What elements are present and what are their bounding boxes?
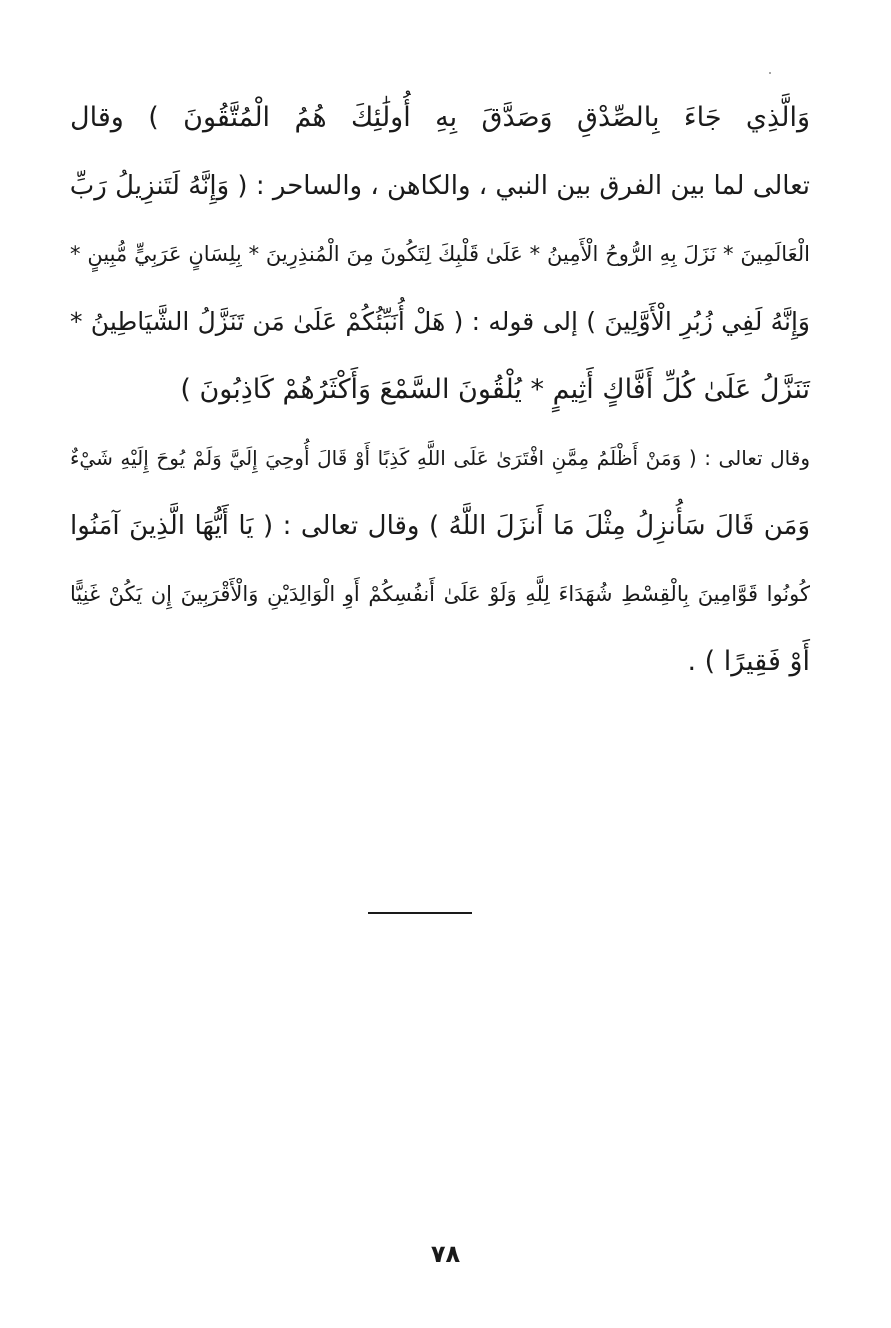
text-line-1: وَالَّذِي جَاءَ بِالصِّدْقِ وَصَدَّقَ بِهِ أُولَٰئِكَ هُمُ الْمُتَّقُونَ ) وقال <box>70 102 810 133</box>
footnote-separator <box>368 912 472 914</box>
text-line-2: تعالى لما بين الفرق بين النبي ، والكاهن ، والساحر : ( وَإِنَّهُ لَتَنزِيلُ رَبِّ <box>69 171 810 201</box>
text-line-5: تَنَزَّلُ عَلَىٰ كُلِّ أَفَّاكٍ أَثِيمٍ * يُلْقُونَ السَّمْعَ وَأَكْثَرُهُمْ كَاذِبُونَ ) <box>180 374 810 405</box>
text-line-4: وَإِنَّهُ لَفِي زُبُرِ الْأَوَّلِينَ ) إلى قوله : ( هَلْ أُنَبِّئُكُمْ عَلَىٰ مَن تَنَزَّلُ الشَّيَاطِينُ * <box>70 307 810 336</box>
page-number: ٧٨ <box>430 1240 461 1268</box>
scan-speck <box>769 72 771 74</box>
body-text <box>70 88 810 700</box>
text-line-3: الْعَالَمِينَ * نَزَلَ بِهِ الرُّوحُ الْأَمِينُ * عَلَىٰ قَلْبِكَ لِتَكُونَ مِنَ الْمُنذِرِينَ * بِلِسَانٍ عَرَبِيٍّ مُّبِينٍ * <box>70 242 810 266</box>
text-line-6: وقال تعالى : ( وَمَنْ أَظْلَمُ مِمَّنِ افْتَرَىٰ عَلَى اللَّهِ كَذِبًا أَوْ قَالَ أُوحِيَ إِلَيَّ وَلَمْ يُوحَ إِلَيْهِ شَيْءٌ <box>70 446 810 470</box>
text-line-7: وَمَن قَالَ سَأُنزِلُ مِثْلَ مَا أَنزَلَ اللَّهُ ) وقال تعالى : ( يَا أَيُّهَا الَّذِينَ آمَنُوا <box>70 511 810 541</box>
text-line-9: أَوْ فَقِيرًا ) . <box>687 646 810 677</box>
text-line-8: كُونُوا قَوَّامِينَ بِالْقِسْطِ شُهَدَاءَ لِلَّهِ وَلَوْ عَلَىٰ أَنفُسِكُمْ أَوِ الْوَالِدَيْنِ وَالْأَقْرَبِينَ إِن يَكُنْ غَنِيًّا <box>70 582 810 606</box>
